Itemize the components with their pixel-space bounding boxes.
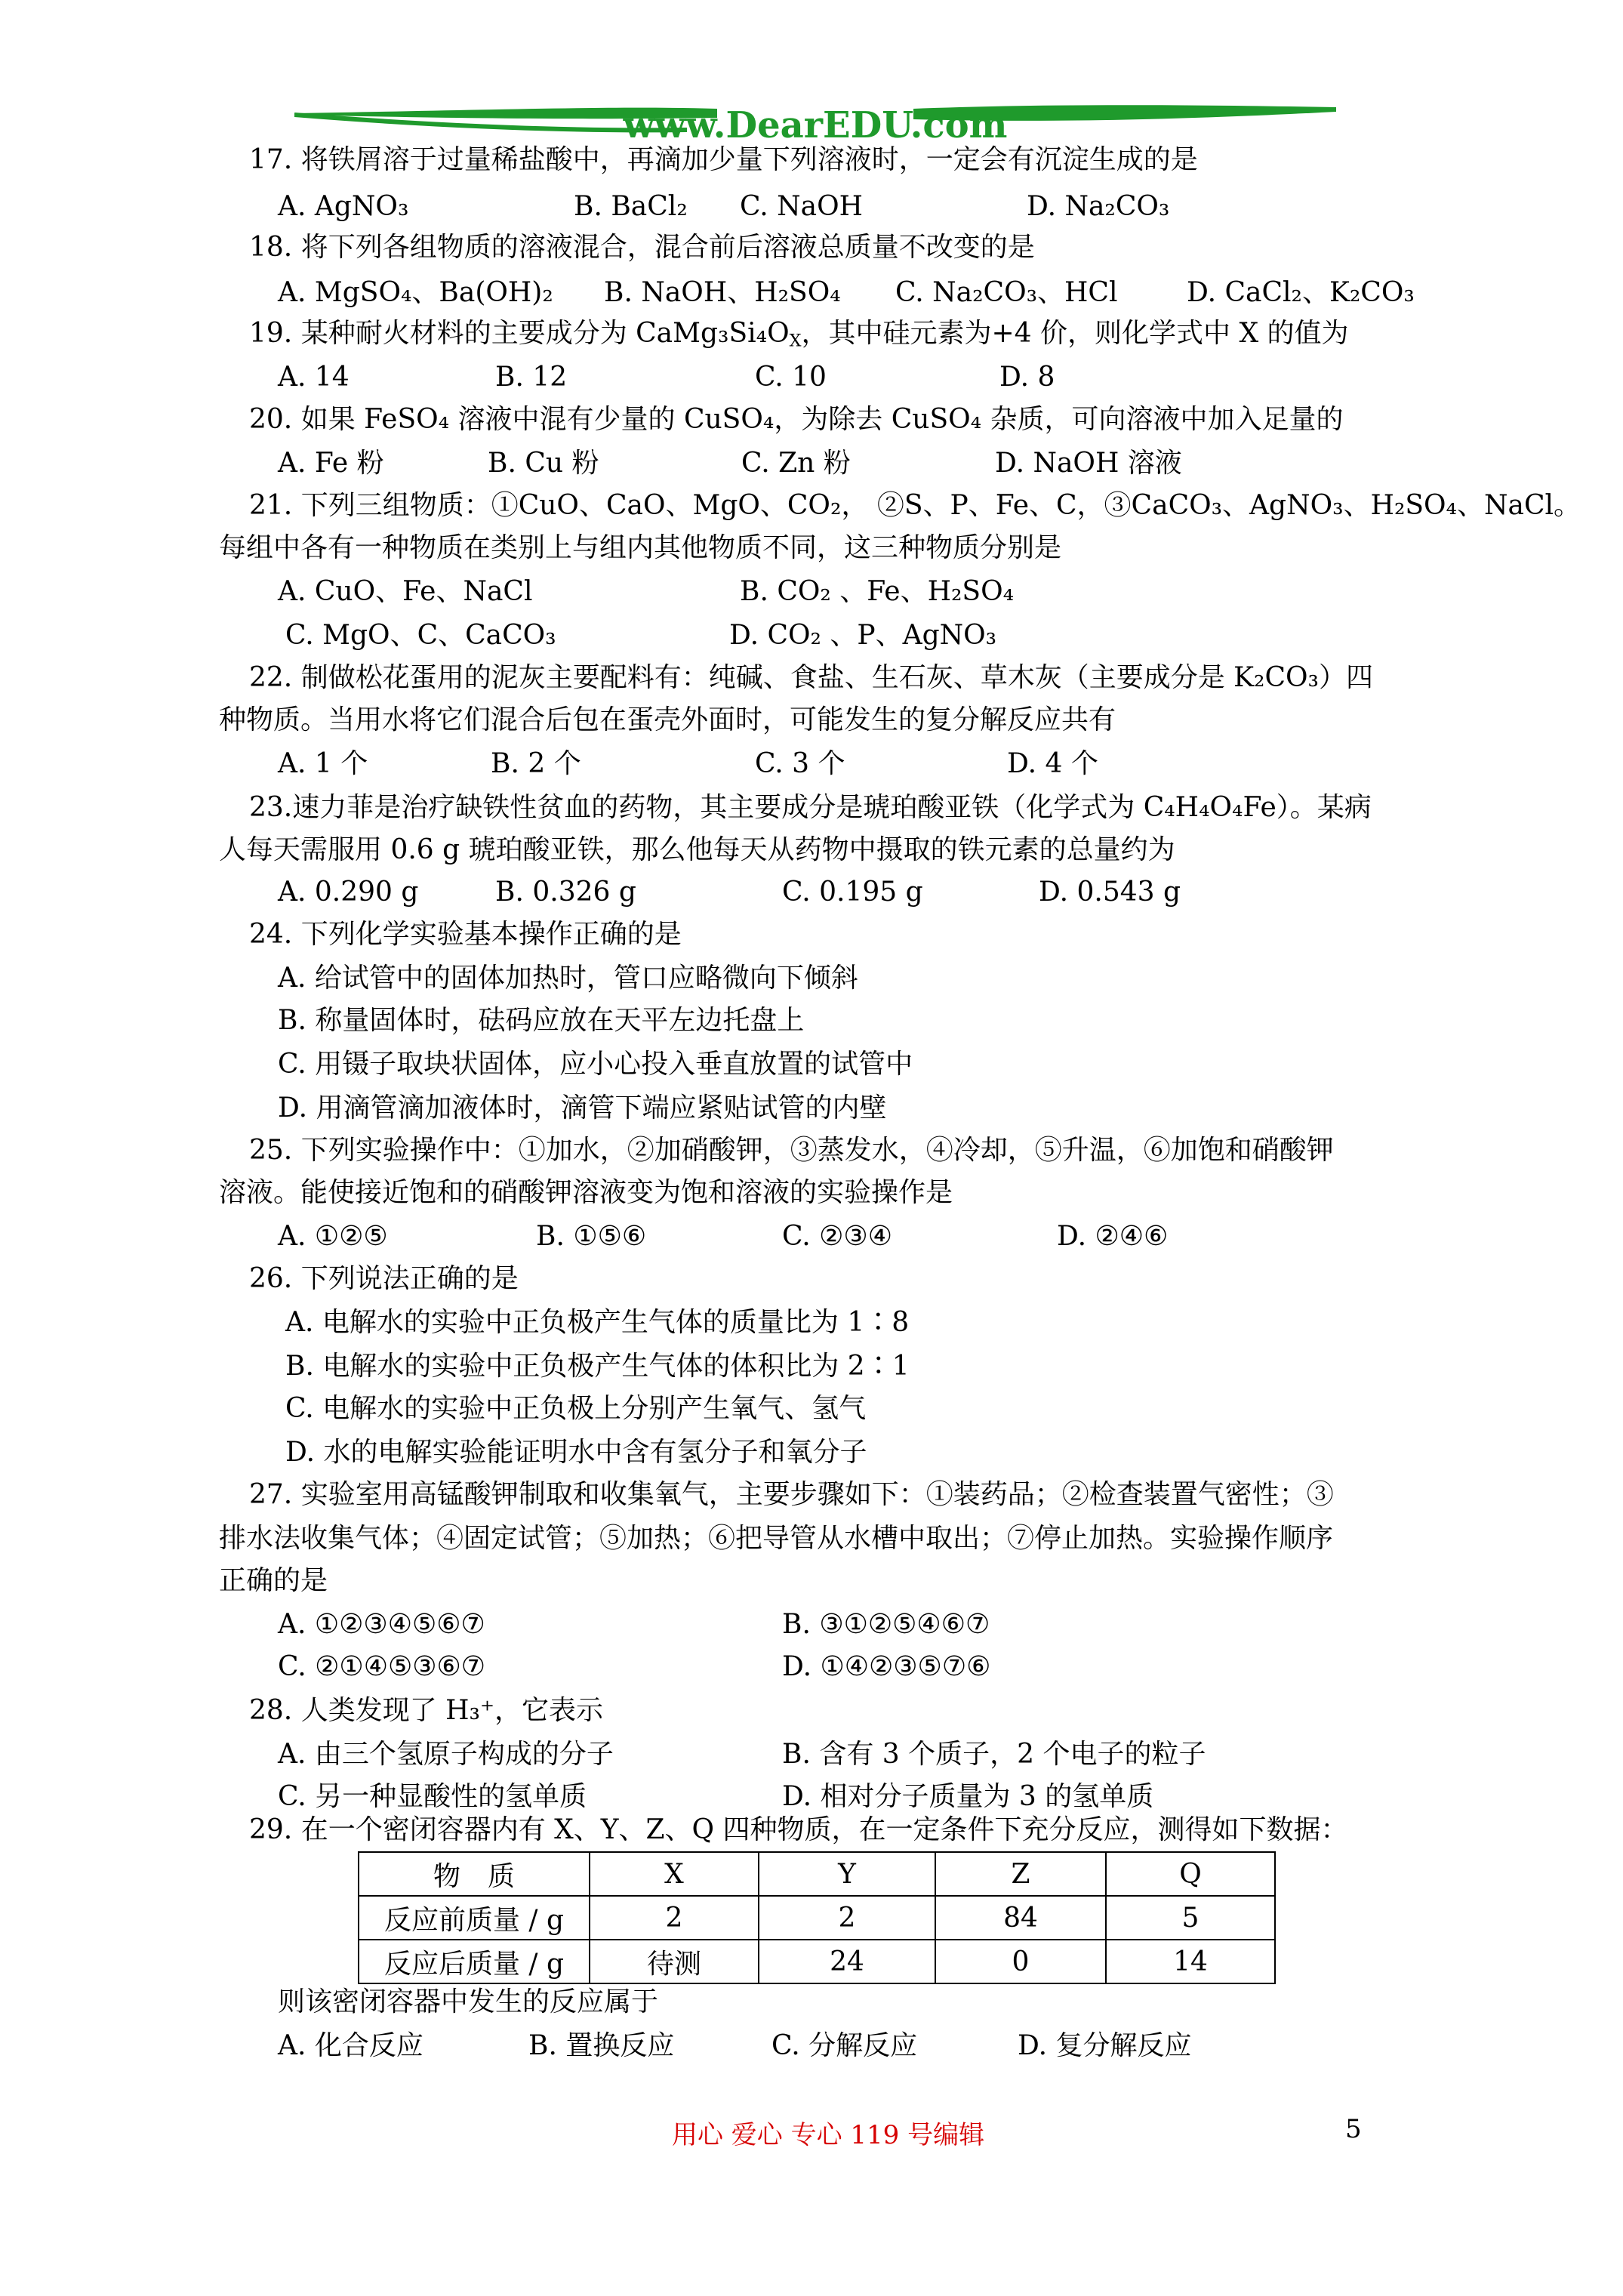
question-24: 24. 下列化学实验基本操作正确的是 (249, 919, 682, 950)
table-cell: Z (935, 1852, 1106, 1896)
q25-option-a: A. ①②⑤ (278, 1221, 388, 1252)
q19-stem: 19. 某种耐火材料的主要成分为 CaMg₃Si₄O (249, 318, 790, 349)
table-cell: 反应后质量 / g (359, 1940, 590, 1983)
q25-option-d: D. ②④⑥ (1057, 1221, 1169, 1252)
question-21-line-2: 每组中各有一种物质在类别上与组内其他物质不同，这三种物质分别是 (219, 532, 1062, 563)
question-27-line-1: 27. 实验室用高锰酸钾制取和收集氧气，主要步骤如下：①装药品；②检查装置气密性；③ (249, 1479, 1334, 1510)
q18-option-b: B. NaOH、H₂SO₄ (604, 277, 841, 308)
q24-option-c: C. 用镊子取块状固体，应小心投入垂直放置的试管中 (278, 1049, 913, 1080)
table-cell: 2 (590, 1896, 759, 1940)
question-23-line-1: 23.速力菲是治疗缺铁性贫血的药物，其主要成分是琥珀酸亚铁（化学式为 C₄H₄O₄Fe）。某病 (249, 792, 1372, 823)
question-29-after: 则该密闭容器中发生的反应属于 (278, 1986, 659, 2017)
table-cell: 14 (1106, 1940, 1275, 1983)
question-23-line-2: 人每天需服用 0.6 g 琥珀酸亚铁，那么他每天从药物中摄取的铁元素的总量约为 (219, 834, 1175, 865)
q24-option-b: B. 称量固体时，砝码应放在天平左边托盘上 (278, 1005, 805, 1036)
q29-option-b: B. 置换反应 (528, 2030, 675, 2061)
q17-option-a: A. AgNO₃ (278, 191, 409, 222)
q22-option-c: C. 3 个 (755, 748, 845, 779)
question-27-line-3: 正确的是 (219, 1565, 328, 1596)
q24-option-d: D. 用滴管滴加液体时，滴管下端应紧贴试管的内壁 (278, 1093, 887, 1123)
table-cell: 24 (759, 1940, 935, 1983)
q27-option-c: C. ②①④⑤③⑥⑦ (278, 1651, 486, 1682)
q28-option-b: B. 含有 3 个质子，2 个电子的粒子 (782, 1739, 1206, 1770)
q21-option-c: C. MgO、C、CaCO₃ (285, 620, 556, 651)
footer-text: 用心 爱心 专心 119 号编辑 (672, 2120, 985, 2150)
question-28: 28. 人类发现了 H₃⁺，它表示 (249, 1695, 603, 1726)
q24-option-a: A. 给试管中的固体加热时，管口应略微向下倾斜 (278, 963, 858, 994)
q18-option-c: C. Na₂CO₃、HCl (895, 277, 1118, 308)
q26-option-b: B. 电解水的实验中正负极产生气体的体积比为 2∶1 (285, 1351, 910, 1382)
question-29: 29. 在一个密闭容器内有 X、Y、Z、Q 四种物质，在一定条件下充分反应，测得如下数据： (249, 1814, 1348, 1845)
q19-stem-end: ，其中硅元素为+4 价，则化学式中 X 的值为 (801, 318, 1349, 349)
q18-option-a: A. MgSO₄、Ba(OH)₂ (278, 277, 553, 308)
logo-text: www.DearEDU.com (623, 104, 1008, 146)
table-row (359, 1896, 1275, 1940)
q19-option-a: A. 14 (278, 362, 350, 393)
table-cell: 5 (1106, 1896, 1275, 1940)
question-25-line-2: 溶液。能使接近饱和的硝酸钾溶液变为饱和溶液的实验操作是 (219, 1177, 953, 1208)
q27-option-b: B. ③①②⑤④⑥⑦ (782, 1609, 990, 1640)
page-number: 5 (1345, 2114, 1362, 2144)
q26-option-d: D. 水的电解实验能证明水中含有氢分子和氧分子 (285, 1437, 867, 1468)
table-cell: Q (1106, 1852, 1275, 1896)
q22-option-b: B. 2 个 (491, 748, 581, 779)
table-cell: 物 质 (359, 1852, 590, 1896)
q28-option-a: A. 由三个氢原子构成的分子 (278, 1739, 614, 1770)
table-cell: Y (759, 1852, 935, 1896)
table-cell: 2 (759, 1896, 935, 1940)
table-cell: 84 (935, 1896, 1106, 1940)
q17-option-c: C. NaOH (740, 191, 864, 222)
q19-option-c: C. 10 (755, 362, 827, 393)
table-row (359, 1940, 1275, 1983)
question-20: 20. 如果 FeSO₄ 溶液中混有少量的 CuSO₄，为除去 CuSO₄ 杂质，可向溶液中加入足量的 (249, 404, 1344, 435)
q19-option-b: B. 12 (495, 362, 568, 393)
q22-option-a: A. 1 个 (278, 748, 368, 779)
q29-option-c: C. 分解反应 (771, 2030, 918, 2061)
q23-option-a: A. 0.290 g (278, 877, 419, 908)
q26-option-c: C. 电解水的实验中正负极上分别产生氧气、氢气 (285, 1393, 867, 1424)
question-18: 18. 将下列各组物质的溶液混合，混合前后溶液总质量不改变的是 (249, 232, 1035, 263)
q28-option-c: C. 另一种显酸性的氢单质 (278, 1781, 587, 1812)
q29-option-d: D. 复分解反应 (1018, 2030, 1192, 2061)
q20-option-d: D. NaOH 溶液 (995, 448, 1182, 479)
q28-option-d: D. 相对分子质量为 3 的氢单质 (782, 1781, 1154, 1812)
q17-option-b: B. BaCl₂ (574, 191, 688, 222)
q25-option-c: C. ②③④ (782, 1221, 892, 1252)
q26-option-a: A. 电解水的实验中正负极产生气体的质量比为 1∶8 (285, 1307, 910, 1338)
table-cell: 反应前质量 / g (359, 1896, 590, 1940)
question-17: 17. 将铁屑溶于过量稀盐酸中，再滴加少量下列溶液时，一定会有沉淀生成的是 (249, 144, 1198, 175)
q27-option-d: D. ①④②③⑤⑦⑥ (782, 1651, 991, 1682)
question-26: 26. 下列说法正确的是 (249, 1263, 519, 1294)
data-table (358, 1851, 1276, 1984)
question-25-line-1: 25. 下列实验操作中：①加水，②加硝酸钾，③蒸发水，④冷却，⑤升温，⑥加饱和硝酸钾 (249, 1135, 1334, 1166)
table-cell: 0 (935, 1940, 1106, 1983)
q21-option-d: D. CO₂ 、P、AgNO₃ (729, 620, 997, 651)
q21-option-b: B. CO₂ 、Fe、H₂SO₄ (740, 576, 1015, 607)
q20-option-c: C. Zn 粉 (741, 448, 851, 479)
q17-option-d: D. Na₂CO₃ (1027, 191, 1170, 222)
table-cell: 待测 (590, 1940, 759, 1983)
question-27-line-2: 排水法收集气体；④固定试管；⑤加热；⑥把导管从水槽中取出；⑦停止加热。实验操作顺序 (219, 1523, 1334, 1554)
question-22-line-1: 22. 制做松花蛋用的泥灰主要配料有：纯碱、食盐、生石灰、草木灰（主要成分是 K₂CO₃）四 (249, 662, 1373, 693)
question-21-line-1: 21. 下列三组物质：①CuO、CaO、MgO、CO₂， ②S、P、Fe、C，③CaCO₃、AgNO₃、H₂SO₄、NaCl。 (249, 490, 1581, 521)
question-22-line-2: 种物质。当用水将它们混合后包在蛋壳外面时，可能发生的复分解反应共有 (219, 704, 1116, 735)
table-header-row (359, 1852, 1275, 1896)
q21-option-a: A. CuO、Fe、NaCl (278, 576, 533, 607)
q23-option-b: B. 0.326 g (495, 877, 636, 908)
q19-option-d: D. 8 (999, 362, 1055, 393)
q22-option-d: D. 4 个 (1007, 748, 1098, 779)
question-19 (249, 316, 1349, 359)
q20-option-a: A. Fe 粉 (278, 448, 384, 479)
q23-option-c: C. 0.195 g (782, 877, 923, 908)
q20-option-b: B. Cu 粉 (488, 448, 599, 479)
q18-option-d: D. CaCl₂、K₂CO₃ (1187, 277, 1415, 308)
q29-option-a: A. 化合反应 (278, 2030, 423, 2061)
q19-subscript-x: X (789, 331, 802, 351)
table-cell: X (590, 1852, 759, 1896)
q25-option-b: B. ①⑤⑥ (536, 1221, 647, 1252)
q23-option-d: D. 0.543 g (1039, 877, 1181, 908)
q27-option-a: A. ①②③④⑤⑥⑦ (278, 1609, 485, 1640)
